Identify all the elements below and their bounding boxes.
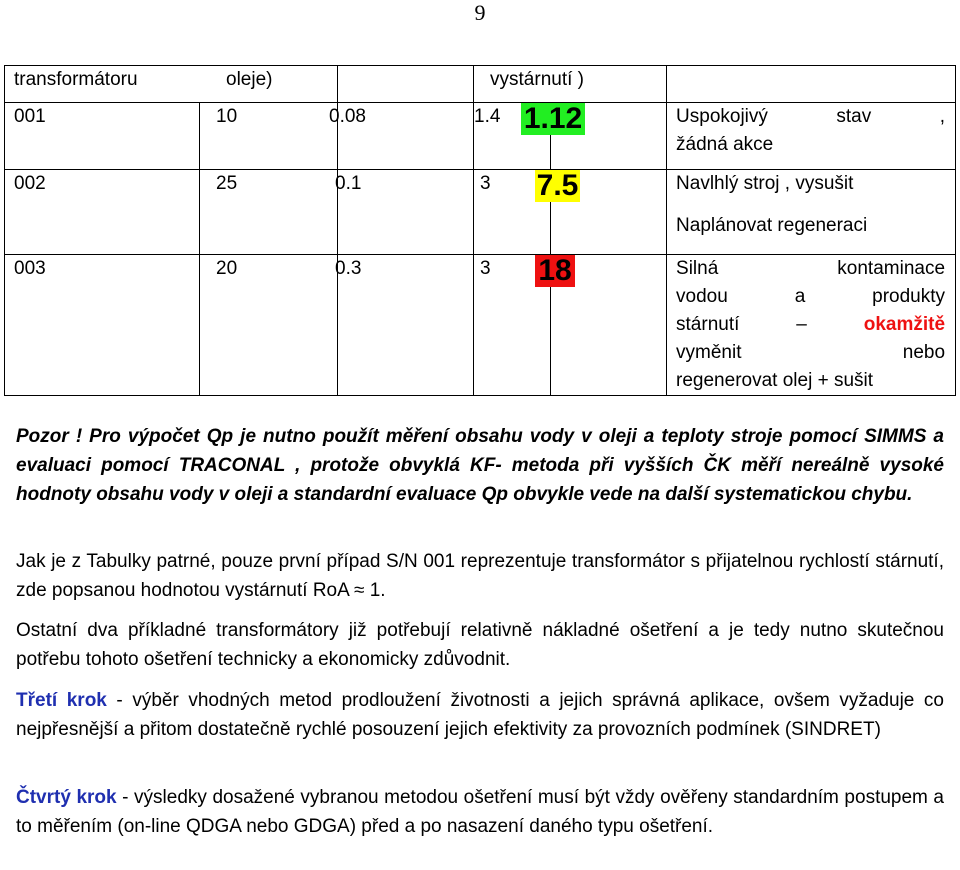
- status-badge: 7.5: [536, 169, 579, 202]
- status-badge: 18: [535, 255, 575, 287]
- step4-label: Čtvrtý krok: [16, 787, 117, 808]
- header-cell: transformátoru: [5, 66, 338, 103]
- step4-paragraph: [16, 783, 944, 841]
- header-cell: [667, 66, 956, 103]
- indicator-cell: [523, 102, 667, 170]
- table-row: [5, 255, 956, 396]
- value-cell: 0.1: [338, 170, 474, 255]
- urgent-text: okamžitě: [863, 314, 946, 335]
- action-line: Navlhlý stroj , vysušit: [676, 173, 854, 194]
- step3-label: Třetí krok: [16, 690, 107, 711]
- serial-cell: 003: [5, 255, 200, 396]
- action-cell: [667, 103, 956, 170]
- value-cell: 10: [200, 103, 338, 170]
- status-badge: 1.12: [521, 103, 585, 135]
- value-cell: 3: [474, 170, 551, 255]
- warning-paragraph: Pozor ! Pro výpočet Qp je nutno použít měření obsahu vody v oleji a teploty stroje pomocí SIMMS a evaluaci pomocí TRACONAL , protože obvyklá KF- metoda při vyšších ČK měří nereálně vysoké hodnoty obsahu vody v oleji a standardní evaluace Qp obvykle vede na další systematickou chybu.: [16, 426, 944, 505]
- value-cell: 0.08: [338, 103, 474, 170]
- action-line: Naplánovat regeneraci: [676, 215, 868, 236]
- assessment-table: [4, 65, 956, 396]
- action-line: žádná akce: [676, 134, 774, 155]
- action-line: vodou a produkty: [676, 286, 946, 307]
- indicator-cell: [536, 169, 667, 255]
- action-line: stárnutí – okamžitě: [676, 314, 946, 335]
- value-cell: 0.3: [338, 255, 474, 396]
- action-cell: [667, 170, 956, 255]
- page-number: 9: [474, 0, 486, 25]
- indicator-cell: [538, 254, 667, 396]
- value-cell: 20: [200, 255, 338, 396]
- step3-text: - výběr vhodných metod prodloužení životnosti a jejich správná aplikace, ovšem vyžaduje co nejpřesnější a přitom dostatečně rychlé posouzení jejich efektivity za provozních podmínek (SINDRET): [16, 690, 945, 740]
- header-cell: vystárnutí ): [474, 66, 667, 103]
- action-line: regenerovat olej + sušit: [676, 370, 874, 391]
- serial-cell: 002: [5, 170, 200, 255]
- step3-paragraph: [16, 686, 944, 744]
- value-cell: 1.4: [474, 103, 551, 170]
- paragraph: Jak je z Tabulky patrné, pouze první případ S/N 001 reprezentuje transformátor s přijatelnou rychlostí stárnutí, zde popsanou hodnotou vystárnutí RoA ≈ 1.: [16, 551, 944, 601]
- action-line: Uspokojivý stav ,: [676, 106, 946, 127]
- header-cell: oleje): [338, 66, 474, 103]
- table-row: [5, 103, 956, 170]
- paragraph: Ostatní dva příkladné transformátory již potřebují relativně nákladné ošetření a je tedy nutno skutečnou potřebu tohoto ošetření technicky a ekonomicky zdůvodnit.: [16, 620, 944, 670]
- table-row: [5, 170, 956, 255]
- serial-cell: 001: [5, 103, 200, 170]
- value-cell: 3: [474, 255, 551, 396]
- action-cell: [667, 255, 956, 396]
- action-line: Silná kontaminace: [676, 258, 946, 279]
- table-header-row: [5, 66, 956, 103]
- step4-text: - výsledky dosažené vybranou metodou ošetření musí být vždy ověřeny standardním postupem a to měřením (on-line QDGA nebo GDGA) před a po nasazení daného typu ošetření.: [16, 787, 944, 837]
- action-line: vyměnit nebo: [676, 342, 946, 363]
- value-cell: 25: [200, 170, 338, 255]
